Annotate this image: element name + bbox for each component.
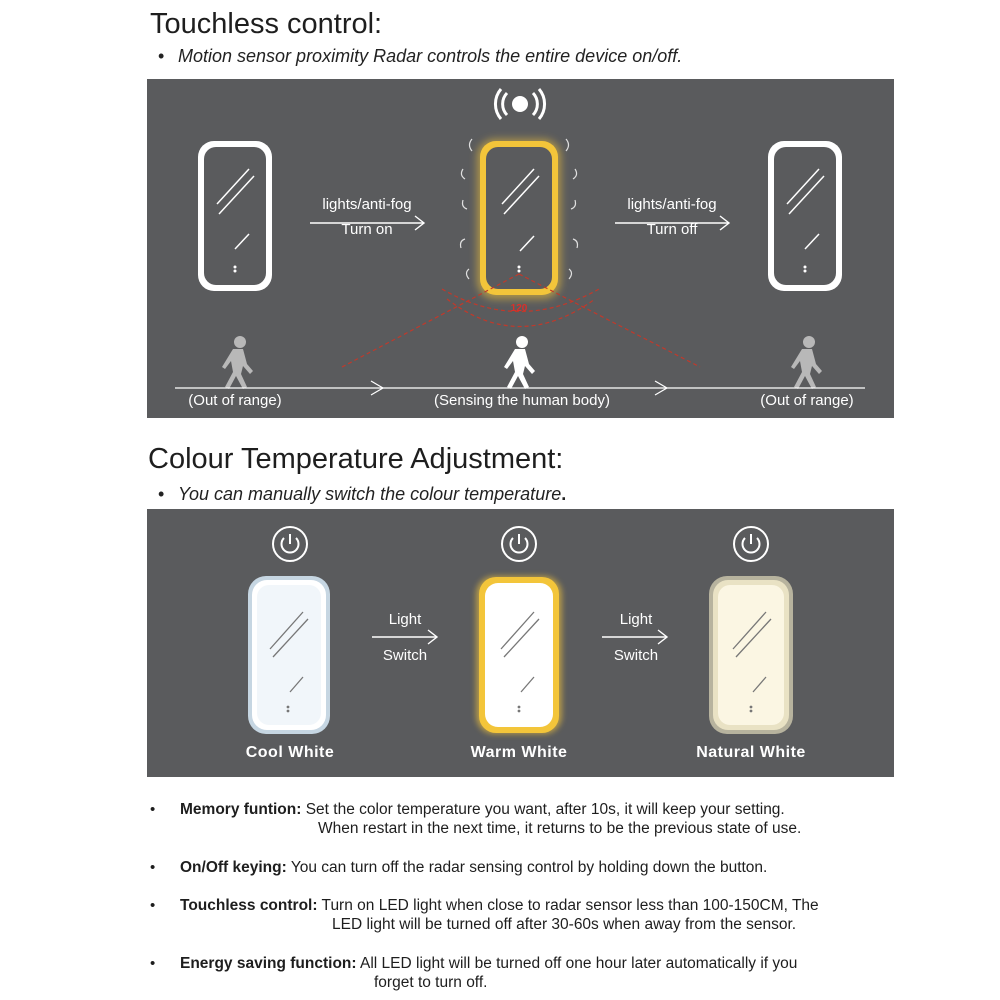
note-memory-text2: When restart in the next time, it returns to be the previous state of use. — [318, 820, 802, 837]
mode-warm-white-label: Warm White — [470, 744, 568, 761]
turn-on-label-top: lights/anti-fog — [322, 196, 412, 213]
light-switch-arrow-2-icon — [602, 630, 667, 644]
note-energy-title: Energy saving function: — [180, 955, 357, 972]
mirror-warm-white-icon — [476, 576, 562, 734]
mirror-off-left-icon — [198, 141, 272, 291]
mode-natural-white-label: Natural White — [696, 744, 806, 761]
note-onoff-title: On/Off keying: — [180, 859, 287, 876]
power-button-warm-icon — [502, 527, 536, 561]
bullet-dot: • — [150, 859, 156, 876]
person-sensing-icon — [504, 336, 535, 389]
radar-angle-label: 120 — [510, 303, 528, 314]
touchless-bullet-text: Motion sensor proximity Radar controls the entire device on/off. — [178, 46, 683, 66]
person-out-of-range-left-icon — [222, 336, 253, 389]
bullet-dot: • — [150, 897, 156, 914]
colour-temperature-panel — [147, 509, 894, 777]
colour-temperature-bullet-end: . — [561, 484, 567, 504]
mode-cool-white-label: Cool White — [245, 744, 335, 761]
bullet-dot: • — [150, 955, 156, 972]
note-energy-text2: forget to turn off. — [374, 974, 488, 991]
note-touchless-text2: LED light will be turned off after 30-60s when away from the sensor. — [332, 916, 797, 933]
switch-2-label-bottom: Switch — [613, 647, 659, 664]
mirror-cool-white-icon — [248, 576, 330, 734]
note-memory-text1: Set the color temperature you want, after 10s, it will keep your setting. — [305, 801, 785, 818]
range-label-left: (Out of range) — [188, 392, 282, 409]
touchless-illustration — [147, 79, 894, 418]
colour-temperature-illustration — [147, 509, 894, 777]
note-onoff-line1 — [180, 858, 767, 877]
turn-on-label-bottom: Turn on — [341, 221, 393, 238]
feature-notes — [150, 800, 910, 995]
turn-off-label-top: lights/anti-fog — [627, 196, 717, 213]
switch-2-label-top: Light — [619, 611, 653, 628]
range-label-center: (Sensing the human body) — [434, 392, 610, 409]
touchless-bullet — [158, 46, 682, 67]
note-memory-line1 — [180, 800, 785, 819]
touchless-heading: Touchless control: — [150, 8, 383, 40]
note-memory-title: Memory funtion: — [180, 801, 302, 818]
mirror-natural-white-icon — [709, 576, 793, 734]
note-touchless-title: Touchless control: — [180, 897, 318, 914]
note-energy-line1 — [180, 954, 797, 973]
light-switch-arrow-1-icon — [372, 630, 437, 644]
power-button-cool-icon — [273, 527, 307, 561]
colour-temperature-bullet-text: You can manually switch the colour temperature — [178, 484, 562, 504]
colour-temperature-heading: Colour Temperature Adjustment: — [148, 443, 564, 475]
switch-1-label-bottom: Switch — [382, 647, 428, 664]
radar-sensor-icon — [495, 89, 544, 119]
note-touchless-text1: Turn on LED light when close to radar sensor less than 100-150CM, The — [321, 897, 819, 914]
power-button-natural-icon — [734, 527, 768, 561]
colour-temperature-bullet — [158, 484, 566, 505]
mirror-on-center-icon — [461, 139, 578, 299]
person-out-of-range-right-icon — [791, 336, 822, 389]
bullet-dot: • — [158, 46, 165, 66]
mirror-off-right-icon — [768, 141, 842, 291]
note-energy-text1: All LED light will be turned off one hour later automatically if you — [360, 955, 798, 972]
touchless-panel — [147, 79, 894, 418]
range-label-right: (Out of range) — [760, 392, 854, 409]
bullet-dot: • — [150, 801, 156, 818]
switch-1-label-top: Light — [388, 611, 422, 628]
bullet-dot: • — [158, 484, 165, 504]
note-onoff-text1: You can turn off the radar sensing control by holding down the button. — [290, 859, 768, 876]
note-touchless-line1 — [180, 896, 819, 915]
turn-off-label-bottom: Turn off — [646, 221, 698, 238]
